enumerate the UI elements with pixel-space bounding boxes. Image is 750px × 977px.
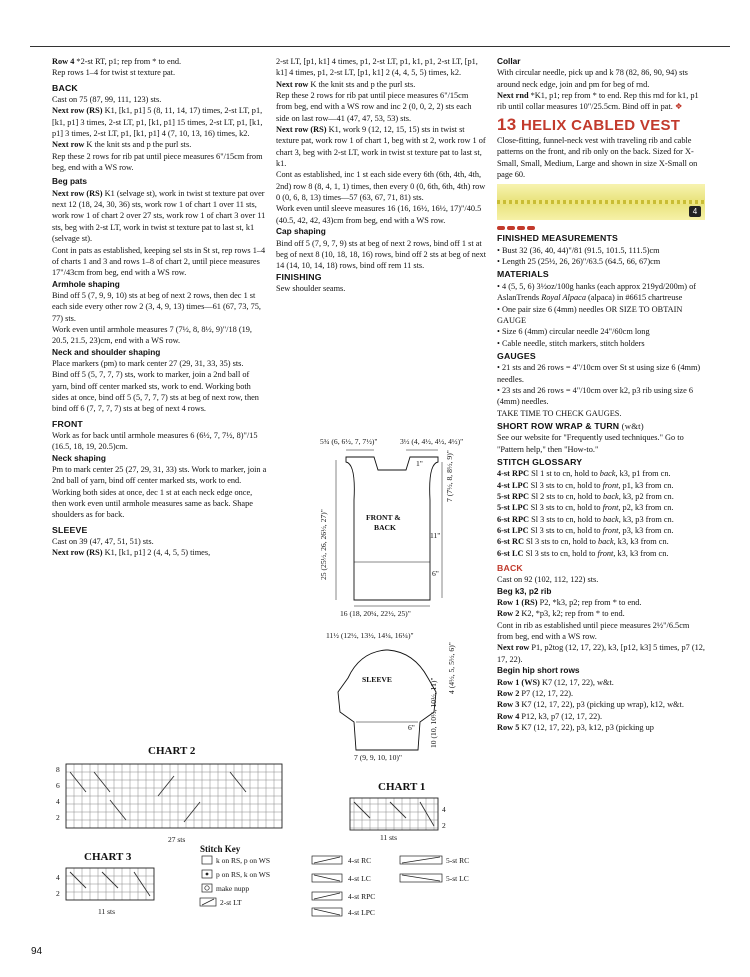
chart3-row-label: 4 [56,873,60,882]
row-text: K7 (12, 17, 22), p3, k12, p3 (picking up [519,722,654,732]
material-circular: • Size 6 (4mm) circular needle 24"/60cm long [497,327,650,337]
heading-beg-pats: Beg pats [52,176,88,187]
chart3-row-label: 2 [56,889,60,898]
stitch-key-label: 4-st RC [348,856,372,865]
row-lead: Next row (RS) [52,188,103,198]
glossary-term: 6-st RC [497,537,524,547]
chart2-sts-label: 27 sts [168,835,186,844]
sleeve-top-label: 11½ (12½, 13½, 14¼, 16¼)" [326,631,414,640]
row-text: K7 (12, 17, 22), p3 (picking up wrap), k12, w&t. [519,700,684,710]
heading-materials: MATERIALS [497,269,549,280]
gauge-check: TAKE TIME TO CHECK GAUGES. [497,408,622,418]
front-armhole-label: 7 (7½, 8, 8½, 9)" [445,450,454,502]
sleeve-next-row [52,547,268,558]
yarn-swatch-image [497,184,705,220]
stitch-key-label: 2-st LT [220,898,242,907]
stitch-key-label: 4-st RPC [348,892,376,901]
short-row-suffix: (w&t) [619,420,644,431]
glossary-def: Sl 3 sts to cn, hold to [528,526,603,536]
heading-gauges: GAUGES [497,350,536,361]
stitch-key-label: 5-st RC [446,856,470,865]
heading-beg-rib: Beg k3, p2 rib [497,585,552,596]
hip-row-2 [497,688,707,699]
heading-hip-short-rows: Begin hip short rows [497,665,580,676]
row-lead: Row 1 (RS) [497,598,538,608]
sleeve-work-even: Work even until sleeve measures 16 (16, 16½, 16½, 17)"/40.5 (40.5, 42, 42, 43)cm from beg, end with a WS row. [276,204,482,225]
glossary-rest: , k3, k3 from cn. [613,548,669,558]
collar-pickup: With circular needle, pick up and k 78 (82, 86, 90, 94) sts around neck edge, join and pm for beg of rnd. [497,68,688,89]
hip-row-4 [497,711,707,722]
row-text: K7 (12, 17, 22), w&t. [539,677,614,687]
back-repeat-rib: Rep these 2 rows for rib pat until piece measures 6"/15cm from beg, end with a WS row. [52,151,263,173]
hip-row-5 [497,722,707,733]
glossary-rest: , p1, k3 from cn. [618,480,674,490]
stitch-key-label: k on RS, p on WS [216,856,271,865]
chart2-row-label: 2 [56,813,60,822]
glossary-where: front [602,480,619,490]
stitch-key-item [312,908,375,917]
repeat-text: Rep rows 1–4 for twist st texture pat. [52,68,176,78]
heading-collar: Collar [497,56,521,66]
row-text: K2, *p3, k2; rep from * to end. [519,609,625,619]
heading-armhole: Armhole shaping [52,278,120,289]
stitch-key-label: 4-st LC [348,874,371,883]
collar-next-rnd [497,90,707,113]
chart1-grid [350,798,438,830]
chart3-grid [66,868,154,900]
glossary-term: 4-st RPC [497,469,530,479]
row-text: P2, *k3, p2; rep from * to end. [537,598,642,608]
beg-pats-next-row [52,188,268,245]
heading-neck-shoulder: Neck and shoulder shaping [52,346,161,357]
glossary-item [497,514,707,525]
stitch-key-item [400,856,469,865]
glossary-def: Sl 1 st to cn, hold to [529,469,600,479]
hip-row-3 [497,699,707,710]
gauge-1: • 21 sts and 26 rows = 4"/10cm over St st using size 6 (4mm) needles. [497,363,701,384]
chart1-row-label: 2 [442,821,446,830]
gauge-2: • 23 sts and 26 rows = 4"/10cm over k2, p3 rib using size 6 (4mm) needles. [497,385,694,407]
row-lead: Row 4 [52,57,75,66]
glossary-term: 6-st LPC [497,526,529,536]
beg-pats-cont: Cont in pats as established, keeping sel sts in St st, rep rows 1–4 of charts 1 and 3 and rows 1–8 of chart 2, until piece measures 17"/43cm from beg, end with a WS row. [52,245,266,278]
section-divider-icon [497,226,707,230]
sleeve-outline [338,650,436,750]
row-text: K the knit sts and p the purl sts. [84,140,192,150]
chart2-row-label: 4 [56,797,60,806]
front-rib-label: 6" [432,569,439,578]
glossary-def: Sl 3 sts to cn, hold to [523,537,598,547]
row-text: P1, p2tog (12, 17, 22), k3, [p12, k3] 5 times, p7 (12, 17, 22). [497,643,705,664]
sleeve-label: SLEEVE [362,675,392,684]
glossary-def: Sl 3 sts to cn, hold to [528,480,603,490]
column-1 [52,56,268,559]
stitch-key-label: 5-st LC [446,874,469,883]
page-number: 94 [31,946,43,957]
glossary-term: 5-st LPC [497,503,529,513]
sleeve-length-label: 10 (10, 10½, 10½, 11)" [429,677,438,748]
finishing-text: Sew shoulder seams. [276,283,346,293]
front-length-label: 25 (25½, 26, 26½, 27)" [319,509,328,580]
sleeve-cont-text: 2-st LT, [p1, k1] 4 times, p1, 2-st LT, p1, k1, p1, 2-st LT, [p1, k1] 4 times, p1, 2-st LT, [p1, k1] 2 (4, 4, 5, 5) times, k2. [276,57,478,78]
front-body-label: 11" [430,531,441,540]
front-back-label-2: BACK [374,523,396,532]
sleeve-cast-on: Cast on 39 (47, 47, 51, 51) sts. [52,537,154,547]
glossary-item [497,548,707,559]
glossary-item [497,468,707,479]
glossary-where: front [602,503,619,513]
glossary-rest: , k3, k3 from cn. [613,537,669,547]
stitch-key-title: Stitch Key [200,844,241,854]
glossary-def: Sl 2 sts to cn, hold to [529,492,604,501]
purl-dot-icon [206,873,209,876]
chart3-title: CHART 3 [84,851,132,863]
rib-row-2 [497,608,707,619]
stitch-key-item [312,856,371,865]
yarn-name: Royal Alpaca [541,293,586,303]
heading-short-row [497,421,707,432]
front-drop-label: 1" [416,459,423,468]
glossary-item [497,491,707,502]
chart2-row-label: 6 [56,781,60,790]
heading-back-2: BACK [497,563,523,574]
row-lead: Next row [52,140,85,150]
row-lead: Next row (RS) [52,548,103,558]
neck-markers: Place markers (pm) to mark center 27 (29, 31, 33, 35) sts. [52,358,244,368]
row-text: K the knit sts and p the purl sts. [308,79,416,89]
glossary-item [497,502,707,513]
glossary-where: back [603,514,619,524]
glossary-rest: , p2, k3 from cn. [618,503,674,513]
rib-row-1 [497,597,707,608]
material-yarn-b: (alpaca) in #6615 chartreuse [585,293,683,303]
row-text: P12, k3, p7 (12, 17, 22). [519,711,603,721]
row-lead: Row 4 [497,711,520,721]
row-text: K1 (selvage st), work in twist st texture pat over next 12 (18, 24, 30, 36) sts, work row 1 of chart 1 over 11 sts, work row 1 of chart 2 over 27 sts, work row 1 of chart 3 over 11 sts, beg with 2-st LT, work in twist st texture pat to last st, k1 (selvage st). [52,188,266,244]
glossary-def: Sl 3 sts to cn, hold to [523,548,598,558]
armhole-bind-off: Bind off 5 (7, 9, 9, 10) sts at beg of next 2 rows, then dec 1 st each side every other row 2 (3, 4, 9, 13) times—61 (67, 73, 75, 77) sts. [52,290,261,323]
sleeve-cap-label: 4 (4½, 5, 5½, 6)" [447,642,456,694]
row-lead: Next row (RS) [52,106,103,116]
charts-area [50,740,490,930]
material-needles: • One pair size 6 (4mm) needles OR SIZE TO OBTAIN GAUGE [497,304,683,325]
sleeve-next-row-rs [276,124,486,169]
heading-back: BACK [52,82,78,93]
schematic-diagram [290,430,490,770]
row-text: P7 (12, 17, 22). [519,688,574,698]
row-lead: Row 5 [497,722,520,732]
stitch-key-label: 4-st LPC [348,908,375,917]
stitch-key-item [312,892,375,901]
row-text: *2-st RT, p1; rep from * to end. [74,57,182,66]
short-row-title: SHORT ROW WRAP & TURN [497,420,620,431]
chart2-title: CHART 2 [148,745,196,757]
row-text: K1, [k1, p1] 2 (4, 4, 5, 5) times, [102,548,211,558]
row-lead: Row 2 [497,609,520,619]
row-lead: Next row (RS) [276,125,327,135]
sleeve-bottom-label: 7 (9, 9, 10, 10)" [354,753,403,762]
glossary-where: back [597,537,614,547]
back-cast-on: Cast on 75 (87, 99, 111, 123) sts. [52,95,162,105]
glossary-rest: , k3, p2 from cn. [618,492,674,501]
knit-symbol-icon [202,856,212,864]
stitch-glossary-list [497,468,707,559]
glossary-item [497,525,707,536]
stitch-key-item [202,884,249,893]
glossary-term: 4-st LPC [497,480,529,490]
row-text: K1, work 9 (12, 12, 15, 15) sts in twist st texture pat, work row 1 of chart 1, beg with st 2, work row 1 of chart 3, beg with 2-st LT, work in twist st texture pat to last st, k1. [276,125,486,169]
stitch-key-item [202,856,270,865]
stitch-key-item [202,870,270,879]
sleeve-cont-established: Cont as established, inc 1 st each side every 6th (6th, 4th, 4th, 2nd) row 8 (8, 4, 1, 1) times, then every 0 (0, 6th, 6th, 4th) row 0 (0, 6, 8, 13) times—57 (63, 67, 71, 81) sts. [276,170,486,203]
glossary-rest: , k3, p3 from cn. [618,514,674,524]
glossary-where: back [603,492,619,501]
pattern-title [497,114,707,134]
front-top-width-label: 5¾ (6, 6½, 7, 7½)" [320,437,378,446]
neck-bind-off: Bind off 5 (5, 7, 7, 7) sts, work to marker, join a 2nd ball of yarn, bind off center marked sts, work to end. Working both sides at once, bind off 5 (5, 7, 7, 7) sts at beg of next row, then bind off 6 (7, 7, 7, 7) sts at beg of next 4 rows. [52,370,259,414]
nupp-symbol-icon [202,884,212,892]
material-yarn-a: • 4 (5, 5, 6) 3½oz/100g hanks (each approx 219yd/200m) of AslanTrends [497,281,696,303]
sleeve-repeat-rib: Rep these 2 rows for rib pat until piece measures 6"/15cm from beg, end with a WS row and inc 2 (0, 0, 2, 2) sts each side on last row—41 (47, 47, 53, 53) sts. [276,91,472,123]
glossary-item [497,536,707,547]
glossary-term: 6-st LC [497,548,524,558]
heading-finished-measurements: FINISHED MEASUREMENTS [497,233,619,244]
heading-stitch-glossary: STITCH GLOSSARY [497,456,583,467]
end-mark-icon: ❖ [674,102,683,112]
neck-shaping-text: Pm to mark center 25 (27, 29, 31, 33) sts. Work to marker, join a 2nd ball of yarn, bind off center marked sts, work to end. Working both sides at once, dec 1 st at each neck edge once, then work even until armhole measures same as back. Shape shoulders as for back. [52,465,267,520]
glossary-rest: , k3, p1 from cn. [615,469,671,479]
glossary-def: Sl 3 sts to cn, hold to [528,503,603,513]
heading-front: FRONT [52,418,83,429]
glossary-where: front [597,548,614,558]
front-text: Work as for back until armhole measures 6 (6½, 7, 7½, 8)"/15 (16.5, 18, 19, 20.5)cm. [52,431,258,452]
rib-next-row [497,642,707,665]
yarn-strand [497,200,705,204]
sleeve-rib-label: 6" [408,723,415,732]
back-cast-on-2: Cast on 92 (102, 112, 122) sts. [497,575,599,585]
yarn-weight-badge: 4 [689,206,701,217]
front-back-label: FRONT & [366,513,401,522]
glossary-where: back [599,469,616,479]
glossary-term: 6-st RPC [497,514,530,524]
glossary-def: Sl 3 sts to cn, hold to [529,514,604,524]
sleeve-next-row [276,79,486,90]
glossary-item [497,480,707,491]
chart3-sts-label: 11 sts [98,907,116,916]
back-next-row [52,139,268,150]
front-width-label: 16 (18, 20¼, 22½, 25)" [340,609,411,618]
pattern-intro: Close-fitting, funnel-neck vest with traveling rib and cable patterns on the front, and rib only on the back. Sized for X-Small, Small, Medium, Large and shown in size X-Small on page 60. [497,136,698,180]
stitch-key-item [200,898,242,907]
pattern-name: HELIX CABLED VEST [520,116,681,134]
material-notions: • Cable needle, stitch markers, stitch holders [497,338,645,348]
row4-text [52,56,268,67]
glossary-term: 5-st RPC [497,492,530,501]
material-yarn [497,281,707,304]
row-text: *K1, p1; rep from * to end. Rep this rnd for k1, p1 rib until collar measures 10"/25.5cm. Bind off in pat. [497,91,699,112]
stitch-key-item [400,874,469,883]
chart1-title: CHART 1 [378,781,426,793]
heading-neck-shaping: Neck shaping [52,452,106,463]
row-lead: Next row [276,79,309,89]
glossary-rest: , p3, k3 from cn. [618,526,674,536]
chart2-row-label: 8 [56,765,60,774]
chart1-sts-label: 11 sts [380,833,398,842]
glossary-where: front [602,526,619,536]
hip-row-1 [497,677,707,688]
row-lead: Row 2 [497,688,520,698]
top-rule [30,46,730,47]
short-row-text: See our website for "Frequently used techniques." Go to "Pattern help," then "How-to." [497,433,684,454]
cap-shaping-text: Bind off 5 (7, 9, 7, 9) sts at beg of next 2 rows, bind off 1 st at beg of next 8 (10, 18, 18, 16) rows, bind off 2 sts at beg of next 14 (14, 10, 14, 18) rows, bind off rem 11 sts. [276,238,487,271]
chart1-row-label: 4 [442,805,446,814]
measurement-length: • Length 25 (25½, 26, 26)"/63.5 (64.5, 66, 67)cm [497,257,661,267]
front-neck-width-label: 3½ (4, 4½, 4½, 4½)" [400,437,464,446]
chart2-grid [66,764,282,828]
row-lead: Row 1 (WS) [497,677,540,687]
heading-cap-shaping: Cap shaping [276,226,326,237]
heading-finishing: FINISHING [276,271,322,282]
row-text: K1, [k1, p1] 5 (8, 11, 14, 17) times, 2-st LT, p1, [k1, p1] 3 times, 2-st LT, p1, [k1, p1] 15 times, 2-st LT, p1, [k1, p1] 3 times, 2-st LT, p1, [k1, p1] 4 (7, 10, 13, 16) times, k2. [52,106,263,139]
stitch-key-label: make nupp [216,884,250,893]
back-next-row-rs [52,105,268,139]
row-lead: Next rnd [497,91,529,101]
stitch-key-item [312,874,371,883]
heading-sleeve: SLEEVE [52,524,88,535]
column-3 [497,56,707,733]
armhole-work-even: Work even until armhole measures 7 (7½, 8, 8½, 9)"/18 (19, 20.5, 21.5, 23)cm, end with a WS row. [52,324,252,346]
measurement-bust: • Bust 32 (36, 40, 44)"/81 (91.5, 101.5, 111.5)cm [497,245,660,255]
row-lead: Next row [497,643,530,653]
row-lead: Row 3 [497,700,520,710]
rib-cont: Cont in rib as established until piece measures 2½"/6.5cm from beg, end with a WS row. [497,620,690,642]
stitch-key-label: p on RS, k on WS [216,870,271,879]
column-2 [276,56,486,294]
pattern-number: 13 [497,114,517,134]
